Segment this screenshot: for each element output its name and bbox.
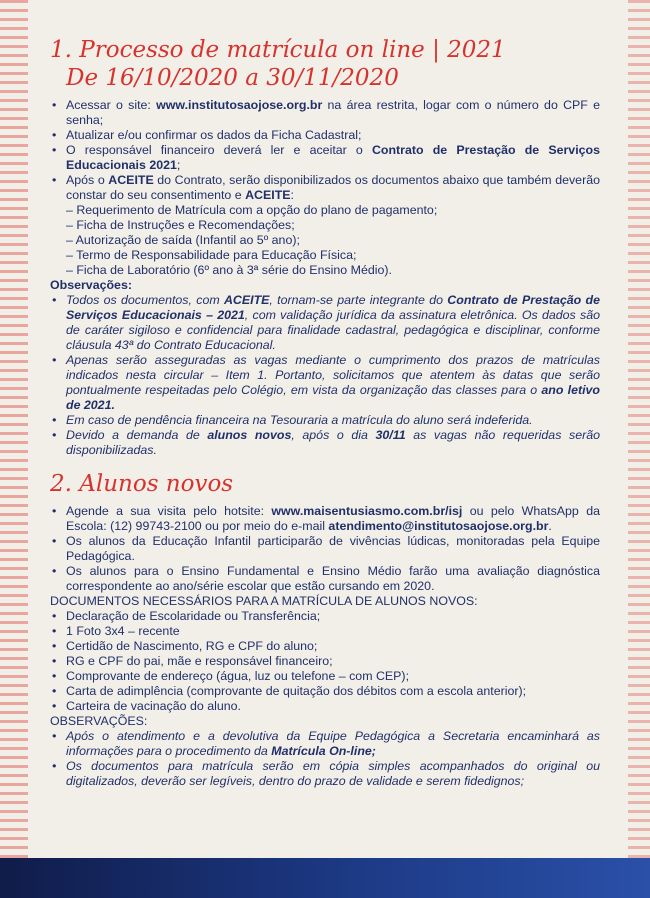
section-1-observations (50, 293, 600, 458)
hotsite-link[interactable]: www.maisentusiasmo.com.br/isj (271, 504, 463, 518)
document-item: • RG e CPF do pai, mãe e responsável financeiro; (66, 654, 600, 669)
section-2-heading: 2. Alunos novos (50, 471, 234, 497)
infant-item: • Os alunos da Educação Infantil participarão de vivências lúdicas, monitoradas pela Equipe Pedagógica. (66, 534, 600, 564)
documents-heading: DOCUMENTOS NECESSÁRIOS PARA A MATRÍCULA DE ALUNOS NOVOS: (50, 594, 478, 608)
section-1-date-range: De 16/10/2020 a 30/11/2020 (66, 65, 399, 91)
step-update-data: • Atualizar e/ou confirmar os dados da Ficha Cadastral; (66, 128, 600, 143)
observation-item: • Após o atendimento e a devolutiva da Equipe Pedagógica a Secretaria encaminhará as informações para o procedimento da Matrícula On-line; (66, 729, 600, 759)
document-item: • Carteira de vacinação do aluno. (66, 699, 600, 714)
step-after-aceite: • Após o ACEITE do Contrato, serão disponibilizados os documentos abaixo que também deverão constar do seu consentimento e ACEITE: (66, 173, 600, 203)
visit-item: • Agende a sua visita pelo hotsite: www.maisentusiasmo.com.br/isj ou pelo WhatsApp da Escola: (12) 99743-2100 ou por meio do e-mail atendimento@institutosaojose.org.br. (66, 504, 600, 534)
step-accept-contract: • O responsável financeiro deverá ler e aceitar o Contrato de Prestação de Serviços Educacionais 2021; (66, 143, 600, 173)
assessment-item: • Os alunos para o Ensino Fundamental e Ensino Médio farão uma avaliação diagnóstica correspondente ao ano/série escolar que estão cursando em 2020. (66, 564, 600, 594)
doc-item: – Termo de Responsabilidade para Educação Física; (66, 248, 357, 262)
section-1-steps (50, 98, 600, 203)
document-item: • Certidão de Nascimento, RG e CPF do aluno; (66, 639, 600, 654)
section-2-items (50, 504, 600, 594)
step-access-site: • Acessar o site: www.institutosaojose.org.br na área restrita, logar com o número do CPF e senha; (66, 98, 600, 128)
section-2-observations-heading: OBSERVAÇÕES: (50, 714, 148, 728)
documents-list (50, 609, 600, 714)
document-item: • Declaração de Escolaridade ou Transferência; (66, 609, 600, 624)
observation-item: • Todos os documentos, com ACEITE, tornam-se parte integrante do Contrato de Prestação de Serviços Educacionais – 2021, com validação jurídica da assinatura eletrônica. Os dados são de caráter sigiloso e confidencial para finalidade cadastral, pedagógica e disciplinar, conforme cláusula 43ª do Contrato Educacional. (66, 293, 600, 353)
observation-item: • Os documentos para matrícula serão em cópia simples acompanhados do original ou digitalizados, deverão ser legíveis, dentro do prazo de validade e serem fidedignos; (66, 759, 600, 789)
right-decorative-stripes (628, 0, 650, 860)
footer-bar (0, 858, 650, 898)
observation-item: • Apenas serão asseguradas as vagas mediante o cumprimento dos prazos de matrículas indicados nesta circular – Item 1. Portanto, solicitamos que atentem às datas que serão pontualmente respeitadas pelo Colégio, em vista da organização das classes para o ano letivo de 2021. (66, 353, 600, 413)
left-decorative-stripes (0, 0, 28, 860)
section-1-title: 1. Processo de matrícula on line | 2021 (50, 37, 506, 63)
doc-item: – Requerimento de Matrícula com a opção do plano de pagamento; (66, 203, 438, 217)
section-1-heading (50, 36, 600, 92)
observation-item: • Devido a demanda de alunos novos, após o dia 30/11 as vagas não requeridas serão disponibilizadas. (66, 428, 600, 458)
section-2-observations (50, 729, 600, 789)
site-link[interactable]: www.institutosaojose.org.br (156, 98, 323, 112)
doc-item: – Autorização de saída (Infantil ao 5º ano); (66, 233, 300, 247)
document-body (50, 36, 600, 789)
document-item: • Carta de adimplência (comprovante de quitação dos débitos com a escola anterior); (66, 684, 600, 699)
email-link[interactable]: atendimento@institutosaojose.org.br (328, 519, 549, 533)
document-item: • 1 Foto 3x4 – recente (66, 624, 600, 639)
doc-item: – Ficha de Instruções e Recomendações; (66, 218, 295, 232)
doc-item: – Ficha de Laboratório (6º ano à 3ª série do Ensino Médio). (66, 263, 392, 277)
observations-heading: Observações: (50, 278, 132, 292)
observation-item: • Em caso de pendência financeira na Tesouraria a matrícula do aluno será indeferida. (66, 413, 600, 428)
document-item: • Comprovante de endereço (água, luz ou telefone – com CEP); (66, 669, 600, 684)
